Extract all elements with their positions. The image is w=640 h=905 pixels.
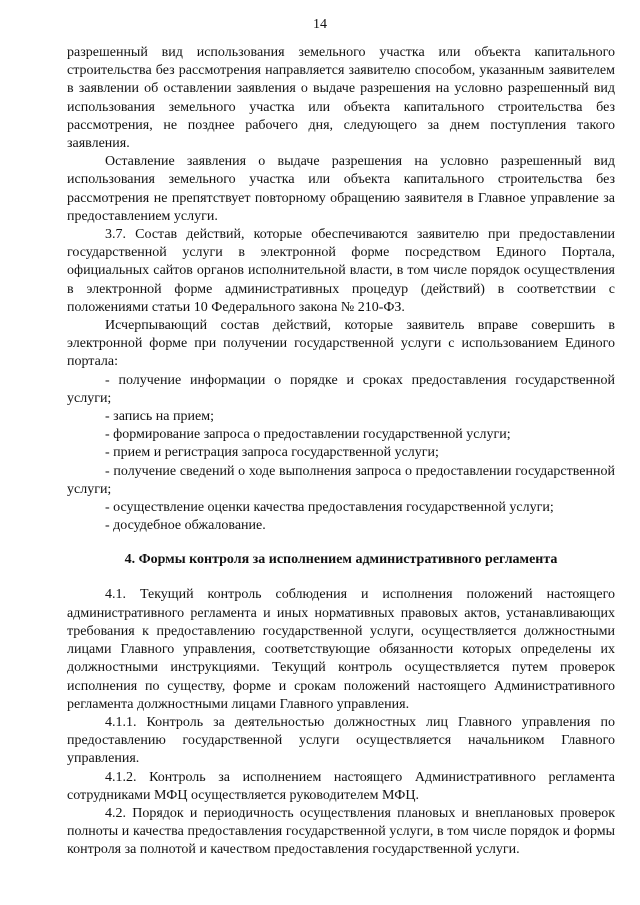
- document-body: [67, 44, 615, 860]
- paragraph-4-1-1: 4.1.1. Контроль за деятельностью должностных лиц Главного управления по предоставлению государственной услуги осуществляется начальником Главного управления.: [67, 714, 615, 767]
- list-item: - формирование запроса о предоставлении государственной услуги;: [105, 427, 511, 443]
- page-number: 14: [313, 17, 327, 32]
- list-item: - запись на прием;: [105, 409, 214, 425]
- paragraph-4-1: 4.1. Текущий контроль соблюдения и исполнения положений настоящего административного регламента и иных нормативных правовых актов, устанавливающих требования к предоставлению государственной услуги, осуществляется должностными лицами Главного управления, соответствующие обязанности которых определены их должностными инструкциями. Текущий контроль осуществляется путем проверок исполнения по существу, форме и срокам положений настоящего Административного регламента должностными лицами Главного управления.: [67, 587, 615, 712]
- paragraph-continuation: разрешенный вид использования земельного участка или объекта капитального строительства без рассмотрения направляется заявителю способом, указанным заявителем в заявлении об оставлении заявления о выдаче разрешения на условно разрешенный вид использования земельного участка или объекта капитального строительства без рассмотрения, не позднее рабочего дня, следующего за днем поступления такого заявления.: [67, 45, 615, 152]
- list-item: - осуществление оценки качества предоставления государственной услуги;: [105, 500, 554, 516]
- paragraph-application-left-unreviewed: Оставление заявления о выдаче разрешения на условно разрешенный вид использования земельного участка или объекта капитального строительства без рассмотрения не препятствует повторному обращению заявителя в Главное управление за предоставлением услуги.: [67, 154, 615, 224]
- paragraph-4-1-2: 4.1.2. Контроль за исполнением настоящего Административного регламента сотрудниками МФЦ осуществляется руководителем МФЦ.: [67, 769, 615, 803]
- paragraph-exhaustive-actions: Исчерпывающий состав действий, которые заявитель вправе совершить в электронной форме при получении государственной услуги с использованием Единого портала:: [67, 318, 615, 370]
- list-item: - досудебное обжалование.: [105, 518, 266, 534]
- list-item: - получение сведений о ходе выполнения запроса о предоставлении государственной услуги;: [67, 463, 615, 497]
- list-item: - прием и регистрация запроса государственной услуги;: [105, 445, 439, 461]
- paragraph-4-2: 4.2. Порядок и периодичность осуществления плановых и внеплановых проверок полноты и качества предоставления государственной услуги, в том числе порядок и формы контроля за полнотой и качеством предоставления государственной услуги.: [67, 805, 615, 858]
- list-item: - получение информации о порядке и сроках предоставления государственной услуги;: [67, 372, 615, 406]
- paragraph-3-7: 3.7. Состав действий, которые обеспечиваются заявителю при предоставлении государственной услуги в электронной форме посредством Единого Портала, официальных сайтов органов исполнительной власти, в том числе порядок осуществления в электронной форме административных процедур (действий) в соответствии с положениями статьи 10 Федерального закона № 210-ФЗ.: [67, 227, 615, 315]
- section-heading: 4. Формы контроля за исполнением административного регламента: [124, 552, 558, 568]
